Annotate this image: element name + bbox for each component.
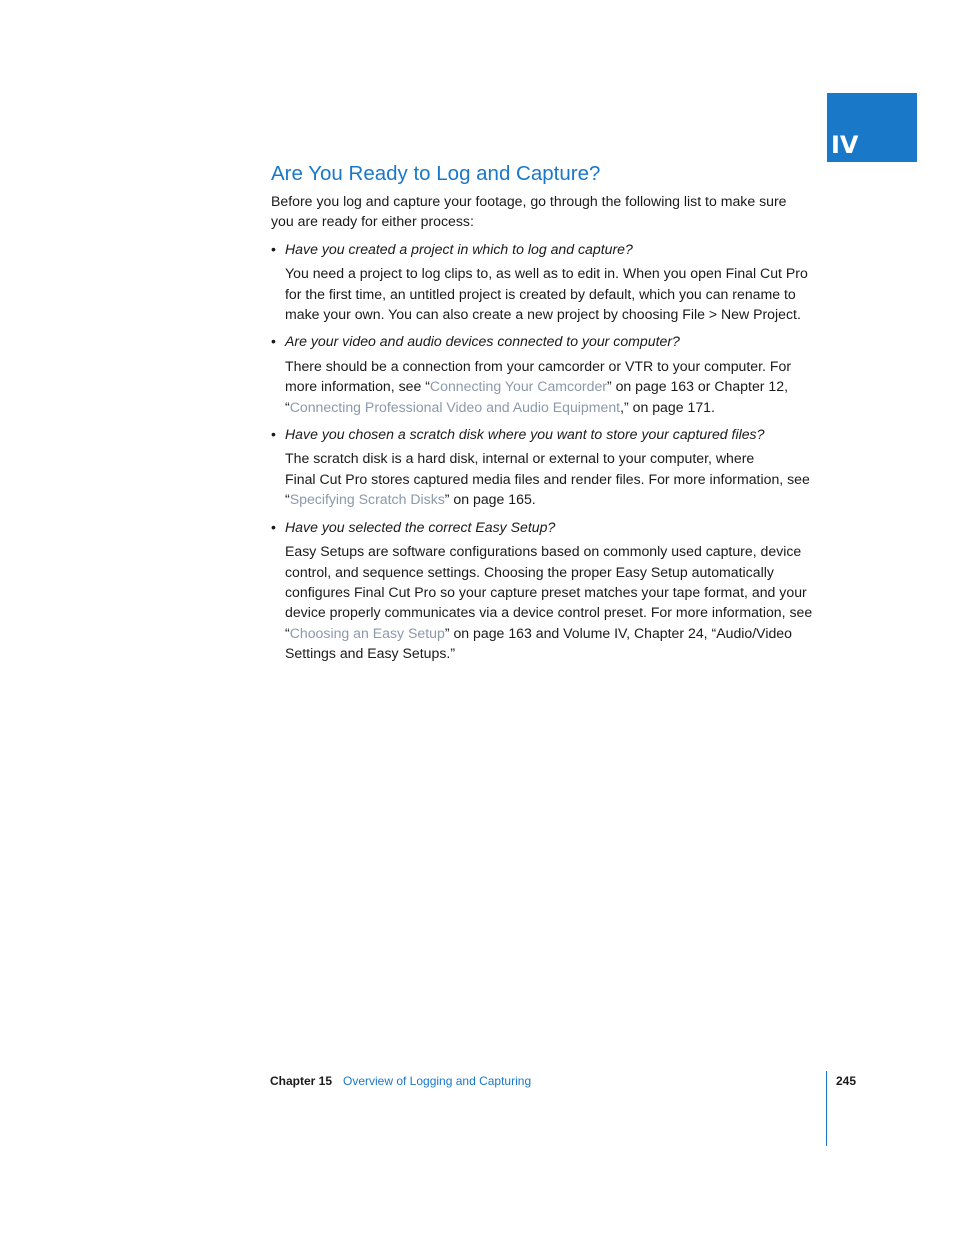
bullet-icon: •	[271, 426, 276, 443]
checklist-item-easy-setup	[271, 517, 831, 664]
answer-line	[285, 623, 831, 643]
answer-text: more information, see “	[285, 378, 430, 395]
link-connecting-professional-equipment[interactable]: Connecting Professional Video and Audio Equipment	[289, 398, 621, 415]
checklist-answer	[285, 448, 831, 509]
checklist-question: Have you selected the correct Easy Setup?	[285, 518, 556, 535]
answer-line: There should be a connection from your camcorder or VTR to your computer. For	[285, 357, 792, 374]
bullet-icon: •	[271, 518, 276, 535]
section-heading: Are You Ready to Log and Capture?	[271, 162, 601, 185]
answer-line: Final Cut Pro stores captured media files and render files. For more information, see	[285, 470, 810, 487]
answer-text: ” on page 163 or Chapter 12,	[606, 378, 788, 395]
intro-line: Before you log and capture your footage, go through the following list to make sure	[271, 193, 787, 209]
footer-divider	[826, 1071, 827, 1146]
answer-line: for the first time, an untitled project is created by default, which you can rename to	[285, 285, 796, 302]
checklist-question: Are your video and audio devices connected to your computer?	[285, 333, 680, 350]
page-number: 245	[836, 1074, 857, 1088]
answer-line	[285, 397, 831, 417]
checklist-question: Have you chosen a scratch disk where you want to store your captured files?	[285, 426, 765, 443]
answer-line: Easy Setups are software configurations based on commonly used capture, device	[285, 543, 802, 560]
answer-text: “	[285, 624, 290, 641]
checklist-item-project	[271, 239, 831, 325]
bullet-icon: •	[271, 333, 276, 350]
answer-text: ” on page 165.	[444, 491, 536, 508]
bullet-icon: •	[271, 240, 276, 257]
main-content	[271, 160, 831, 664]
footer-chapter: Chapter 15	[270, 1074, 333, 1088]
checklist-answer	[285, 356, 831, 417]
checklist-question: Have you created a project in which to log and capture?	[285, 240, 633, 257]
answer-text: ” on page 163 and Volume IV, Chapter 24, “Audio/Video	[444, 624, 792, 641]
answer-line	[285, 376, 831, 396]
answer-line: control, and sequence settings. Choosing the proper Easy Setup automatically	[285, 563, 774, 580]
answer-text: “	[285, 398, 290, 415]
part-tab-label: IV	[831, 131, 859, 159]
answer-text: ,” on page 171.	[620, 398, 715, 415]
part-tab	[827, 93, 917, 162]
answer-line: The scratch disk is a hard disk, internal or external to your computer, where	[285, 450, 755, 467]
answer-line	[285, 489, 831, 509]
answer-text: “	[285, 491, 290, 508]
checklist-answer	[285, 263, 831, 324]
link-connecting-camcorder[interactable]: Connecting Your Camcorder	[429, 378, 607, 395]
answer-line: configures Final Cut Pro so your capture preset matches your tape format, and your	[285, 583, 807, 600]
checklist-item-devices	[271, 331, 831, 417]
intro-paragraph	[271, 191, 831, 232]
footer-chapter-title[interactable]: Overview of Logging and Capturing	[343, 1074, 532, 1088]
answer-line: make your own. You can also create a new project by choosing File > New Project.	[285, 306, 801, 323]
link-choosing-easy-setup[interactable]: Choosing an Easy Setup	[289, 624, 445, 641]
answer-line: You need a project to log clips to, as well as to edit in. When you open Final Cut Pro	[285, 265, 808, 282]
answer-line: device properly communicates via a device control preset. For more information, see	[285, 604, 813, 621]
answer-line: Settings and Easy Setups.”	[285, 645, 456, 662]
intro-line: you are ready for either process:	[271, 213, 474, 230]
checklist-answer	[285, 541, 831, 663]
checklist-item-scratch-disk	[271, 424, 831, 510]
link-specifying-scratch-disks[interactable]: Specifying Scratch Disks	[289, 491, 445, 508]
